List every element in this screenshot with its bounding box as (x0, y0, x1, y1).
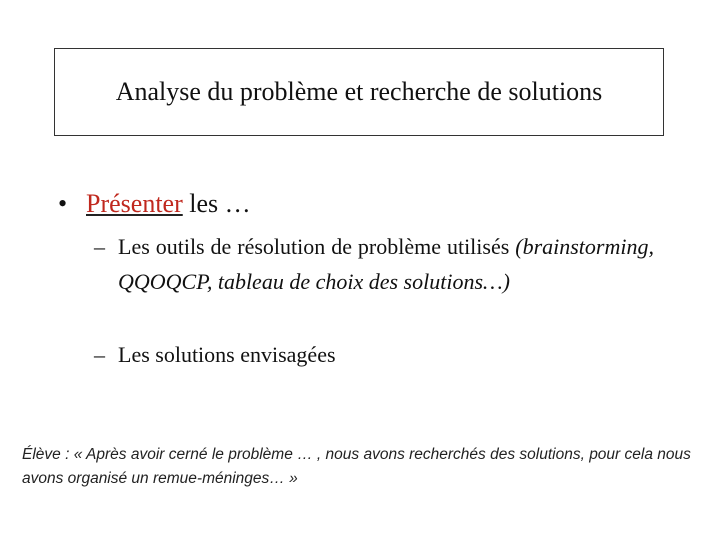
dash-icon: – (94, 234, 105, 259)
main-bullet (58, 187, 251, 221)
sub-item-tools (94, 229, 654, 299)
student-quote: Élève : « Après avoir cerné le problème … , nous avons recherchés des solutions, pour cela nous avons organisé un remue-méninges… » (22, 446, 691, 487)
dash-icon: – (94, 342, 105, 367)
bullet-icon: • (58, 189, 68, 218)
sub-item-text (118, 229, 654, 299)
page-title: Analyse du problème et recherche de solutions (115, 77, 603, 106)
sub-item-examples: (brainstorming, QQOQCP, tableau de choix des solutions…) (118, 234, 654, 294)
sub-item-solutions (94, 337, 654, 372)
bullet-verb: Présenter (86, 189, 183, 218)
title-box (54, 48, 664, 136)
sub-item-label: Les outils de résolution de problème utilisés (118, 234, 510, 259)
bullet-rest: les … (182, 189, 251, 218)
sub-item-label: Les solutions envisagées (118, 342, 336, 367)
